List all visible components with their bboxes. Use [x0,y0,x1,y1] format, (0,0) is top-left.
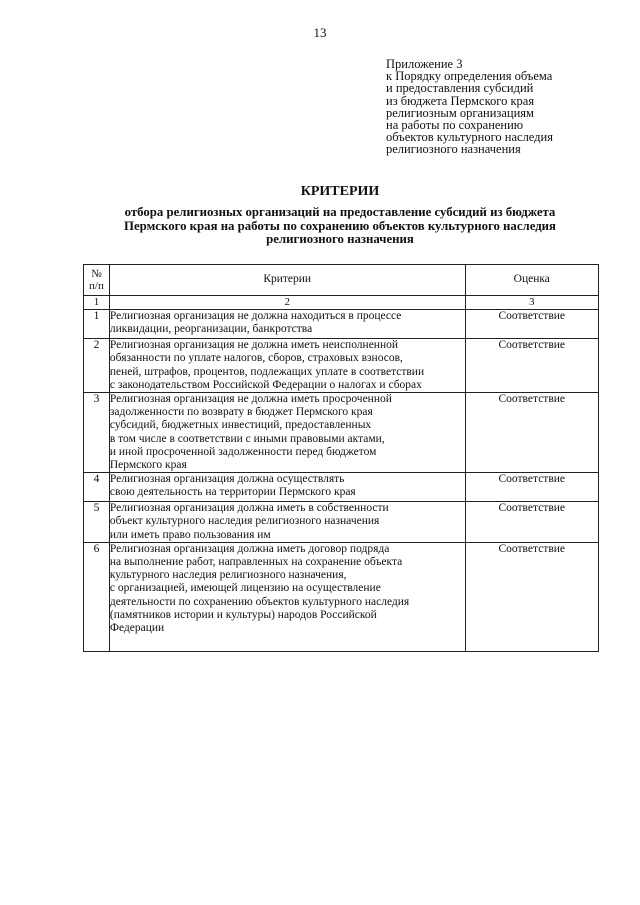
criteria-line: Религиозная организация не должна иметь неисполненной [109,339,399,352]
column-index-row [84,296,599,310]
column-index: 3 [465,296,598,310]
appendix-line: Приложение 3 [386,57,463,71]
appendix-line: и предоставления субсидий [386,81,534,96]
row-criteria [109,473,465,502]
document-title: КРИТЕРИИ [300,184,380,199]
row-evaluation: Соответствие [465,310,598,339]
criteria-line: ликвидации, реорганизации, банкротства [109,323,313,336]
header-number [84,265,110,296]
criteria-line: обязанности по уплате налогов, сборов, страховых взносов, [109,352,403,365]
criteria-line: Религиозная организация должна иметь договор подряда [109,542,390,555]
row-number: 6 [84,542,110,651]
criteria-line: Религиозная организация должна осуществлять [109,473,345,486]
appendix-line: объектов культурного наследия [386,130,553,145]
criteria-line: задолженности по возврату в бюджет Пермского края [109,406,373,419]
row-evaluation: Соответствие [465,542,598,651]
criteria-line: свою деятельность на территории Пермского края [109,486,356,499]
header-criteria: Критерии [109,265,465,296]
criteria-line: Пермского края [109,459,187,472]
appendix-line: к Порядку определения объема [386,69,553,84]
criteria-table [83,264,599,652]
table-row [84,339,599,393]
row-number: 4 [84,473,110,502]
subtitle-line: Пермского края на работы по сохранению объектов культурного наследия [124,218,556,233]
appendix-line: религиозным организациям [386,105,534,120]
row-evaluation: Соответствие [465,473,598,502]
criteria-line: с законодательством Российской Федерации о налогах и сборах [109,378,422,391]
row-number: 3 [84,393,110,473]
table-row [84,310,599,339]
subtitle-line: отбора религиозных организаций на предоставление субсидий из бюджета [124,205,556,219]
header-number-line: п/п [89,280,104,292]
criteria-line: Религиозная организация не должна иметь просроченной [109,393,392,406]
criteria-line: и иной просроченной задолженности перед бюджетом [109,445,377,458]
table-row [84,473,599,502]
criteria-line: субсидий, бюджетных инвестиций, предоставленных [109,419,372,432]
criteria-line: пеней, штрафов, процентов, подлежащих уплате в соответствии [109,365,425,378]
criteria-line: объект культурного наследия религиозного назначения [109,515,380,528]
document-subtitle [70,206,610,247]
table-row [84,542,599,651]
criteria-line: на выполнение работ, направленных на сохранение объекта [109,556,403,569]
criteria-line: в том числе в соответствии с иными правовыми актами, [109,432,385,445]
criteria-line: Религиозная организация должна иметь в собственности [109,502,389,515]
row-criteria [109,542,465,651]
page-number: 13 [313,25,327,40]
row-evaluation: Соответствие [465,339,598,393]
appendix-line: религиозного назначения [386,142,521,157]
criteria-line: Религиозная организация не должна находиться в процессе [109,310,402,323]
row-evaluation: Соответствие [465,393,598,473]
subtitle-line: религиозного назначения [266,232,414,246]
appendix-line: на работы по сохранению [386,118,524,133]
row-number: 5 [84,502,110,543]
criteria-line: Федерации [109,622,165,635]
header-evaluation: Оценка [465,265,598,296]
criteria-line: с организацией, имеющей лицензию на осуществление [109,582,381,595]
row-number: 1 [84,310,110,339]
table-row [84,502,599,543]
row-number: 2 [84,339,110,393]
row-criteria [109,310,465,339]
column-index: 2 [109,296,465,310]
row-criteria [109,393,465,473]
criteria-line: или иметь право пользования им [109,528,271,541]
row-criteria [109,339,465,393]
table-header-row [84,265,599,296]
criteria-line: (памятников истории и культуры) народов Российской [109,608,377,621]
header-number-line: № [91,268,102,280]
appendix-line: из бюджета Пермского края [386,93,535,108]
criteria-line: деятельности по сохранению объектов культурного наследия [109,595,410,608]
row-evaluation: Соответствие [465,502,598,543]
column-index: 1 [84,296,110,310]
criteria-line: культурного наследия религиозного назначения, [109,569,347,582]
table-row [84,393,599,473]
row-criteria [109,502,465,543]
appendix-header [386,58,626,156]
